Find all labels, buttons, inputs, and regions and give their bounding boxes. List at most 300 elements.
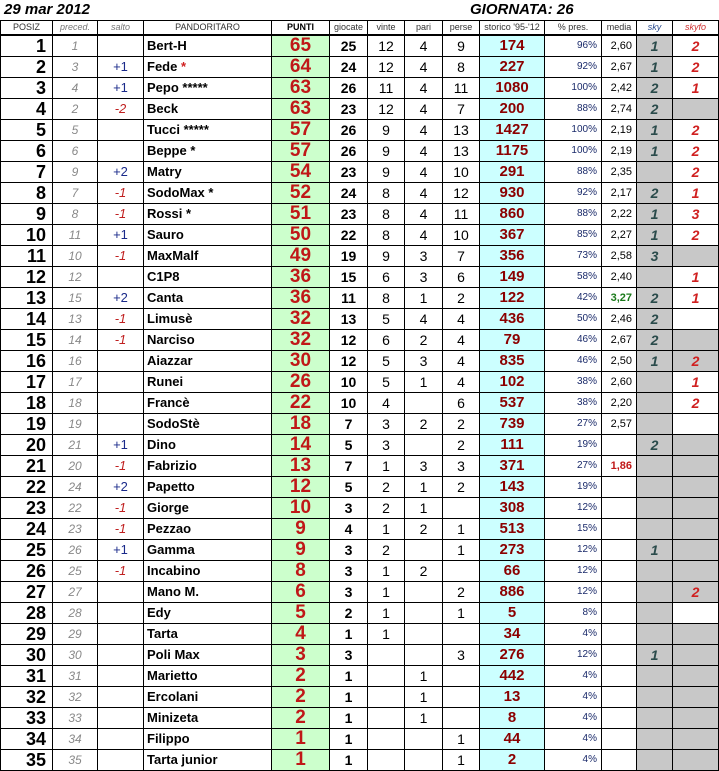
cell-drawn: 4 (405, 141, 443, 162)
cell-played: 5 (330, 477, 368, 498)
cell-average: 3,27 (602, 288, 637, 309)
cell-won: 3 (368, 414, 405, 435)
cell-average (602, 540, 637, 561)
cell-sky: 3 (637, 246, 673, 267)
cell-won: 8 (368, 204, 405, 225)
cell-drawn: 4 (405, 162, 443, 183)
cell-won: 4 (368, 393, 405, 414)
cell-played: 24 (330, 183, 368, 204)
cell-jump (98, 267, 144, 288)
cell-previous: 22 (53, 498, 98, 519)
cell-previous: 2 (53, 99, 98, 120)
cell-average (602, 582, 637, 603)
cell-points: 49 (272, 246, 330, 267)
cell-played: 7 (330, 414, 368, 435)
cell-skyfo: 2 (673, 141, 719, 162)
cell-drawn (405, 540, 443, 561)
cell-drawn: 1 (405, 498, 443, 519)
player-name: Gamma (147, 542, 195, 557)
cell-previous: 30 (53, 645, 98, 666)
player-name: Fede (147, 59, 178, 74)
player-name: Limusè (147, 311, 193, 326)
cell-average (602, 729, 637, 750)
cell-sky (637, 519, 673, 540)
cell-player-name (144, 141, 272, 162)
cell-previous: 9 (53, 162, 98, 183)
cell-presence: 88% (545, 162, 602, 183)
table-row (1, 309, 719, 330)
cell-position: 15 (1, 330, 53, 351)
cell-presence: 12% (545, 645, 602, 666)
cell-previous: 1 (53, 35, 98, 57)
cell-presence: 4% (545, 750, 602, 771)
cell-won: 9 (368, 141, 405, 162)
cell-player-name (144, 561, 272, 582)
player-name: Tarta (147, 626, 178, 641)
col-header-sky: sky (637, 21, 673, 36)
table-row (1, 225, 719, 246)
cell-points: 32 (272, 330, 330, 351)
cell-position: 2 (1, 57, 53, 78)
table-row (1, 708, 719, 729)
cell-won: 5 (368, 309, 405, 330)
cell-sky (637, 498, 673, 519)
cell-played: 23 (330, 162, 368, 183)
cell-jump: -1 (98, 330, 144, 351)
cell-points: 10 (272, 498, 330, 519)
cell-lost: 3 (443, 645, 480, 666)
player-name: Minizeta (147, 710, 199, 725)
standings-table (0, 20, 719, 771)
cell-presence: 4% (545, 687, 602, 708)
player-name: Beck (147, 101, 179, 116)
cell-position: 26 (1, 561, 53, 582)
cell-player-name (144, 414, 272, 435)
cell-average (602, 624, 637, 645)
cell-won (368, 645, 405, 666)
cell-played: 19 (330, 246, 368, 267)
cell-drawn (405, 645, 443, 666)
cell-won: 11 (368, 78, 405, 99)
cell-lost: 6 (443, 267, 480, 288)
cell-won (368, 666, 405, 687)
cell-position: 18 (1, 393, 53, 414)
cell-historic: 79 (480, 330, 545, 351)
cell-won: 8 (368, 288, 405, 309)
cell-previous: 11 (53, 225, 98, 246)
cell-average: 2,17 (602, 183, 637, 204)
cell-played: 5 (330, 435, 368, 456)
cell-average (602, 561, 637, 582)
cell-drawn: 1 (405, 372, 443, 393)
cell-jump (98, 141, 144, 162)
cell-historic: 174 (480, 35, 545, 57)
cell-player-name (144, 162, 272, 183)
cell-position: 24 (1, 519, 53, 540)
cell-lost: 7 (443, 99, 480, 120)
cell-skyfo: 2 (673, 225, 719, 246)
cell-position: 30 (1, 645, 53, 666)
col-header-skyfo: skyfo (673, 21, 719, 36)
cell-player-name (144, 435, 272, 456)
cell-jump (98, 750, 144, 771)
cell-skyfo (673, 435, 719, 456)
cell-sky: 1 (637, 645, 673, 666)
cell-historic: 537 (480, 393, 545, 414)
table-row (1, 78, 719, 99)
cell-skyfo: 1 (673, 372, 719, 393)
cell-sky (637, 267, 673, 288)
cell-won: 2 (368, 477, 405, 498)
cell-won: 8 (368, 183, 405, 204)
cell-average: 2,50 (602, 351, 637, 372)
cell-presence: 100% (545, 120, 602, 141)
cell-jump (98, 729, 144, 750)
cell-lost: 7 (443, 246, 480, 267)
cell-skyfo (673, 624, 719, 645)
cell-presence: 92% (545, 183, 602, 204)
cell-previous: 15 (53, 288, 98, 309)
table-row (1, 414, 719, 435)
player-name: Pepo ***** (147, 80, 208, 95)
cell-jump: -1 (98, 204, 144, 225)
cell-presence: 92% (545, 57, 602, 78)
cell-presence: 12% (545, 540, 602, 561)
cell-player-name (144, 498, 272, 519)
cell-jump (98, 351, 144, 372)
cell-won: 1 (368, 456, 405, 477)
cell-historic: 1080 (480, 78, 545, 99)
cell-sky (637, 666, 673, 687)
cell-jump (98, 624, 144, 645)
table-row (1, 183, 719, 204)
cell-sky (637, 561, 673, 582)
table-row (1, 288, 719, 309)
cell-skyfo: 2 (673, 582, 719, 603)
cell-historic: 13 (480, 687, 545, 708)
cell-jump (98, 582, 144, 603)
cell-historic: 367 (480, 225, 545, 246)
col-header-media: media (602, 21, 637, 36)
cell-won: 9 (368, 246, 405, 267)
cell-skyfo (673, 666, 719, 687)
cell-sky (637, 456, 673, 477)
cell-drawn: 4 (405, 99, 443, 120)
cell-points: 57 (272, 120, 330, 141)
cell-lost: 1 (443, 540, 480, 561)
cell-points: 3 (272, 645, 330, 666)
cell-position: 6 (1, 141, 53, 162)
table-row (1, 372, 719, 393)
cell-played: 12 (330, 330, 368, 351)
cell-played: 3 (330, 561, 368, 582)
cell-average: 2,67 (602, 330, 637, 351)
cell-jump: -1 (98, 183, 144, 204)
cell-presence: 73% (545, 246, 602, 267)
cell-won: 1 (368, 603, 405, 624)
cell-points: 5 (272, 603, 330, 624)
cell-average: 2,67 (602, 57, 637, 78)
cell-skyfo (673, 708, 719, 729)
cell-jump: +1 (98, 225, 144, 246)
cell-position: 25 (1, 540, 53, 561)
cell-sky: 2 (637, 78, 673, 99)
cell-played: 12 (330, 351, 368, 372)
cell-lost: 10 (443, 225, 480, 246)
cell-presence: 4% (545, 729, 602, 750)
cell-previous: 24 (53, 477, 98, 498)
cell-drawn: 1 (405, 477, 443, 498)
cell-drawn: 4 (405, 183, 443, 204)
cell-player-name (144, 288, 272, 309)
cell-average: 2,46 (602, 309, 637, 330)
cell-sky (637, 162, 673, 183)
cell-previous: 14 (53, 330, 98, 351)
player-name: Tarta junior (147, 752, 218, 767)
cell-position: 1 (1, 35, 53, 57)
cell-played: 2 (330, 603, 368, 624)
cell-position: 8 (1, 183, 53, 204)
cell-lost (443, 561, 480, 582)
cell-played: 13 (330, 309, 368, 330)
cell-drawn: 4 (405, 204, 443, 225)
cell-jump: -2 (98, 99, 144, 120)
cell-position: 11 (1, 246, 53, 267)
cell-presence: 88% (545, 99, 602, 120)
cell-skyfo: 2 (673, 162, 719, 183)
player-name: Filippo (147, 731, 190, 746)
player-name: Mano M. (147, 584, 199, 599)
cell-historic: 149 (480, 267, 545, 288)
cell-won: 3 (368, 435, 405, 456)
cell-played: 22 (330, 225, 368, 246)
cell-historic: 442 (480, 666, 545, 687)
cell-sky: 2 (637, 99, 673, 120)
cell-position: 4 (1, 99, 53, 120)
col-header-pari: pari (405, 21, 443, 36)
cell-presence: 15% (545, 519, 602, 540)
cell-player-name (144, 666, 272, 687)
player-name: Tucci ***** (147, 122, 209, 137)
cell-average: 2,58 (602, 246, 637, 267)
cell-jump (98, 393, 144, 414)
cell-previous: 28 (53, 603, 98, 624)
cell-previous: 29 (53, 624, 98, 645)
header-row (1, 21, 719, 36)
cell-won: 9 (368, 120, 405, 141)
cell-won: 9 (368, 162, 405, 183)
cell-jump: +1 (98, 435, 144, 456)
cell-skyfo (673, 498, 719, 519)
cell-lost: 2 (443, 582, 480, 603)
cell-position: 10 (1, 225, 53, 246)
cell-won: 2 (368, 540, 405, 561)
cell-jump (98, 372, 144, 393)
cell-points: 30 (272, 351, 330, 372)
cell-historic: 835 (480, 351, 545, 372)
cell-historic: 356 (480, 246, 545, 267)
cell-points: 2 (272, 687, 330, 708)
cell-drawn: 3 (405, 351, 443, 372)
cell-player-name (144, 687, 272, 708)
cell-jump (98, 120, 144, 141)
cell-sky (637, 750, 673, 771)
cell-skyfo (673, 750, 719, 771)
cell-drawn: 4 (405, 57, 443, 78)
col-header-salto: salto (98, 21, 144, 36)
player-name: Edy (147, 605, 171, 620)
cell-drawn (405, 582, 443, 603)
cell-previous: 25 (53, 561, 98, 582)
table-row (1, 582, 719, 603)
cell-historic: 143 (480, 477, 545, 498)
cell-skyfo (673, 246, 719, 267)
cell-skyfo (673, 729, 719, 750)
table-row (1, 435, 719, 456)
cell-position: 5 (1, 120, 53, 141)
cell-previous: 6 (53, 141, 98, 162)
cell-presence: 12% (545, 561, 602, 582)
cell-presence: 38% (545, 372, 602, 393)
cell-points: 64 (272, 57, 330, 78)
cell-jump: +1 (98, 78, 144, 99)
cell-player-name (144, 120, 272, 141)
cell-jump (98, 666, 144, 687)
cell-average (602, 498, 637, 519)
cell-presence: 50% (545, 309, 602, 330)
player-name: Beppe * (147, 143, 196, 158)
cell-points: 4 (272, 624, 330, 645)
cell-sky: 2 (637, 288, 673, 309)
cell-lost: 11 (443, 78, 480, 99)
cell-previous: 18 (53, 393, 98, 414)
player-name: Marietto (147, 668, 198, 683)
cell-presence: 38% (545, 393, 602, 414)
table-row (1, 498, 719, 519)
player-name: Giorge (147, 500, 189, 515)
cell-average (602, 603, 637, 624)
cell-skyfo: 1 (673, 267, 719, 288)
cell-position: 34 (1, 729, 53, 750)
cell-lost (443, 708, 480, 729)
cell-won: 1 (368, 561, 405, 582)
cell-skyfo (673, 645, 719, 666)
cell-historic: 1175 (480, 141, 545, 162)
col-header-pres: % pres. (545, 21, 602, 36)
cell-historic: 66 (480, 561, 545, 582)
cell-lost: 12 (443, 183, 480, 204)
cell-won: 5 (368, 372, 405, 393)
cell-lost: 8 (443, 57, 480, 78)
cell-player-name (144, 351, 272, 372)
cell-average: 2,27 (602, 225, 637, 246)
player-name: Incabino (147, 563, 201, 578)
table-row (1, 603, 719, 624)
cell-won: 6 (368, 330, 405, 351)
cell-player-name (144, 330, 272, 351)
cell-lost: 4 (443, 330, 480, 351)
cell-drawn: 3 (405, 267, 443, 288)
table-row (1, 477, 719, 498)
player-name: Aiazzar (147, 353, 193, 368)
cell-presence: 27% (545, 456, 602, 477)
cell-position: 19 (1, 414, 53, 435)
cell-previous: 17 (53, 372, 98, 393)
cell-lost: 13 (443, 141, 480, 162)
cell-played: 1 (330, 729, 368, 750)
cell-lost (443, 666, 480, 687)
cell-skyfo: 2 (673, 35, 719, 57)
cell-jump: +2 (98, 162, 144, 183)
cell-played: 26 (330, 78, 368, 99)
cell-historic: 860 (480, 204, 545, 225)
cell-won: 12 (368, 57, 405, 78)
table-row (1, 204, 719, 225)
cell-played: 26 (330, 120, 368, 141)
cell-jump (98, 687, 144, 708)
cell-position: 17 (1, 372, 53, 393)
cell-player-name (144, 246, 272, 267)
cell-points: 65 (272, 35, 330, 57)
cell-player-name (144, 540, 272, 561)
cell-historic: 8 (480, 708, 545, 729)
star-marker: * (177, 59, 187, 74)
cell-sky: 1 (637, 141, 673, 162)
table-row (1, 750, 719, 771)
cell-sky: 1 (637, 35, 673, 57)
cell-presence: 42% (545, 288, 602, 309)
cell-drawn: 4 (405, 309, 443, 330)
cell-played: 1 (330, 666, 368, 687)
cell-sky (637, 393, 673, 414)
cell-presence: 85% (545, 225, 602, 246)
cell-average: 2,19 (602, 141, 637, 162)
cell-presence: 27% (545, 414, 602, 435)
cell-average: 2,20 (602, 393, 637, 414)
cell-sky (637, 687, 673, 708)
cell-player-name (144, 645, 272, 666)
cell-sky: 1 (637, 204, 673, 225)
cell-played: 26 (330, 141, 368, 162)
cell-previous: 32 (53, 687, 98, 708)
cell-previous: 5 (53, 120, 98, 141)
cell-player-name (144, 35, 272, 57)
cell-points: 9 (272, 519, 330, 540)
cell-presence: 100% (545, 141, 602, 162)
cell-points: 50 (272, 225, 330, 246)
cell-points: 2 (272, 666, 330, 687)
cell-won (368, 729, 405, 750)
cell-jump: -1 (98, 519, 144, 540)
table-row (1, 393, 719, 414)
cell-skyfo (673, 330, 719, 351)
cell-presence: 19% (545, 477, 602, 498)
cell-average: 2,35 (602, 162, 637, 183)
col-header-perse: perse (443, 21, 480, 36)
cell-sky: 2 (637, 183, 673, 204)
cell-previous: 33 (53, 708, 98, 729)
cell-jump (98, 603, 144, 624)
cell-presence: 88% (545, 204, 602, 225)
cell-position: 22 (1, 477, 53, 498)
cell-sky (637, 582, 673, 603)
cell-player-name (144, 708, 272, 729)
cell-historic: 276 (480, 645, 545, 666)
cell-won: 2 (368, 498, 405, 519)
cell-played: 15 (330, 267, 368, 288)
cell-skyfo (673, 687, 719, 708)
cell-previous: 13 (53, 309, 98, 330)
